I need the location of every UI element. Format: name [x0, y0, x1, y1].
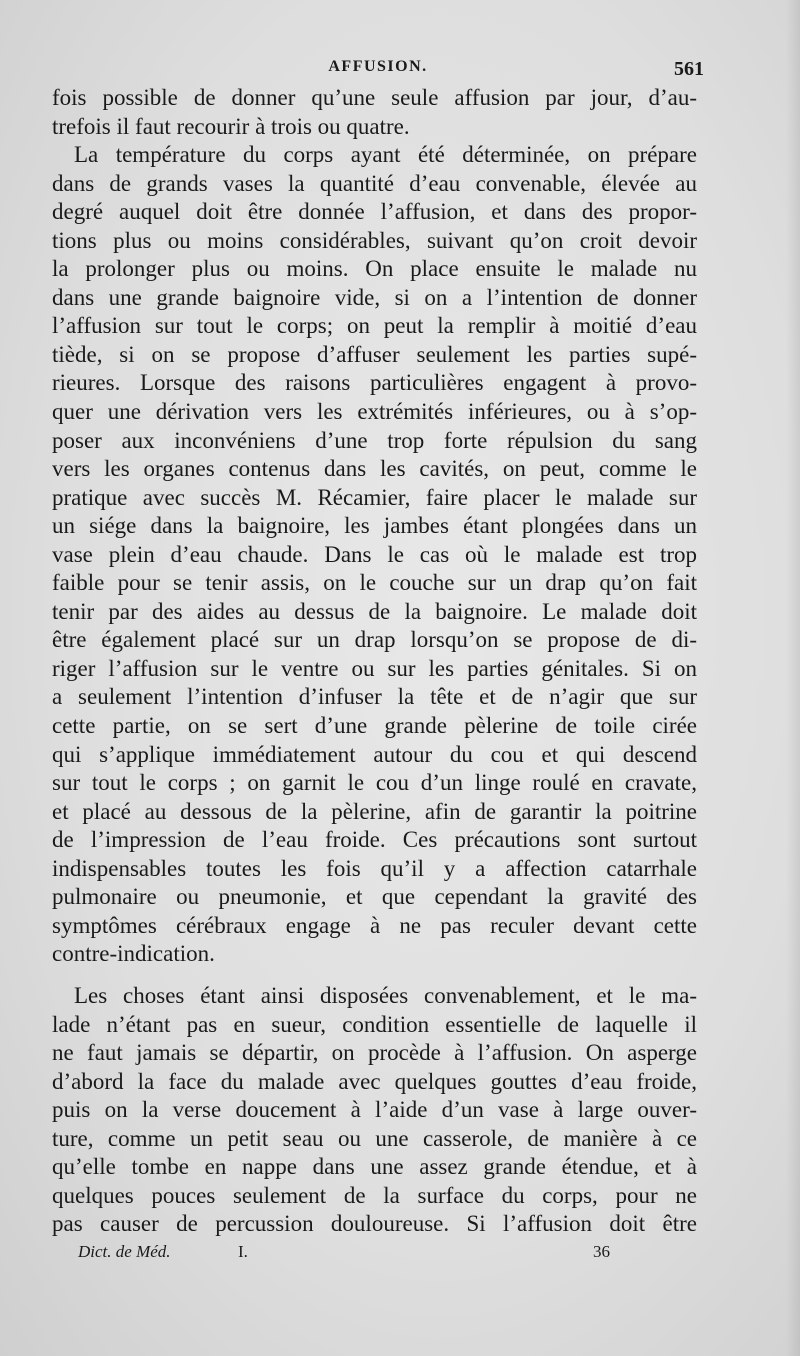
- text-line: ne faut jamais se départir, on procède à l’affusion. On asperge: [52, 1040, 697, 1066]
- sheet-number: 36: [593, 1242, 610, 1261]
- text-line: contre-indication.: [52, 941, 215, 967]
- text-line: riger l’affusion sur le ventre ou sur les parties génitales. Si on: [52, 655, 697, 681]
- text-line: pulmonaire ou pneumonie, et que cependant la gravité des: [52, 884, 697, 910]
- text-line: la prolonger plus ou moins. On place ensuite le malade nu: [52, 256, 697, 282]
- running-title: AFFUSION.: [328, 58, 428, 75]
- page-number: 561: [674, 58, 704, 80]
- text-line: degré auquel doit être donnée l’affusion, et dans des propor-: [52, 199, 697, 225]
- text-line: qu’elle tombe en nappe dans une assez grande étendue, et à: [52, 1154, 697, 1180]
- volume-number: I.: [238, 1242, 248, 1261]
- text-line: être également placé sur un drap lorsqu’on se propose de di-: [52, 627, 697, 653]
- text-line: indispensables toutes les fois qu’il y a affection catarrhale: [52, 855, 697, 881]
- text-line: tions plus ou moins considérables, suivant qu’on croit devoir: [52, 227, 697, 253]
- text-line: trefois il faut recourir à trois ou quatre.: [52, 113, 410, 139]
- text-line: faible pour se tenir assis, on le couche sur un drap qu’on fait: [52, 570, 697, 596]
- text-line: poser aux inconvéniens d’une trop forte répulsion du sang: [52, 427, 697, 453]
- text-line: fois possible de donner qu’une seule affusion par jour, d’au-: [52, 85, 697, 110]
- text-line: rieures. Lorsque des raisons particulières engagent à provo-: [52, 370, 697, 396]
- text-line: l’affusion sur tout le corps; on peut la remplir à moitié d’eau: [52, 313, 697, 339]
- text-line: vase plein d’eau chaude. Dans le cas où le malade est trop: [52, 541, 697, 567]
- text-line: tenir par des aides au dessus de la baignoire. Le malade doit: [52, 598, 697, 624]
- text-line: pratique avec succès M. Récamier, faire placer le malade sur: [52, 484, 697, 510]
- text-line: cette partie, on se sert d’une grande pèlerine de toile cirée: [52, 713, 697, 739]
- text-line: dans une grande baignoire vide, si on a l’intention de donner: [52, 284, 697, 310]
- text-line: Les choses étant ainsi disposées convenablement, et le ma-: [74, 982, 697, 1008]
- paragraph-2: [52, 141, 697, 969]
- text-line: quer une dérivation vers les extrémités inférieures, ou à s’op-: [52, 399, 697, 425]
- text-line: d’abord la face du malade avec quelques gouttes d’eau froide,: [52, 1068, 697, 1094]
- text-line: a seulement l’intention d’infuser la tête et de n’agir que sur: [52, 684, 697, 710]
- text-line: quelques pouces seulement de la surface du corps, pour ne: [52, 1182, 697, 1208]
- page-edge-shadow: [786, 0, 800, 1356]
- text-line: tiède, si on se propose d’affuser seulement les parties supé-: [52, 341, 697, 367]
- text-line: qui s’applique immédiatement autour du cou et qui descend: [52, 741, 697, 767]
- text-line: symptômes cérébraux engage à ne pas reculer devant cette: [52, 912, 697, 938]
- text-line: de l’impression de l’eau froide. Ces précautions sont surtout: [52, 827, 697, 853]
- signature-mark: Dict. de Méd.: [78, 1242, 171, 1261]
- paragraph-3: [52, 982, 697, 1239]
- page-footer: [78, 1242, 618, 1272]
- body-text: [52, 84, 697, 1239]
- text-line: et placé au dessous de la pèlerine, afin de garantir la poitrine: [52, 798, 697, 824]
- text-line: un siége dans la baignoire, les jambes étant plongées dans un: [52, 513, 697, 539]
- text-line: pas causer de percussion douloureuse. Si l’affusion doit être: [52, 1211, 697, 1237]
- text-line: puis on la verse doucement à l’aide d’un vase à large ouver-: [52, 1097, 697, 1123]
- text-line: vers les organes contenus dans les cavités, on peut, comme le: [52, 456, 697, 482]
- text-line: lade n’étant pas en sueur, condition essentielle de laquelle il: [52, 1011, 697, 1037]
- text-line: La température du corps ayant été déterminée, on prépare: [74, 142, 697, 168]
- text-line: sur tout le corps ; on garnit le cou d’un linge roulé en cravate,: [52, 770, 697, 796]
- paragraph-1: [52, 84, 697, 141]
- text-line: dans de grands vases la quantité d’eau convenable, élevée au: [52, 170, 697, 196]
- text-line: ture, comme un petit seau ou une casserole, de manière à ce: [52, 1125, 697, 1151]
